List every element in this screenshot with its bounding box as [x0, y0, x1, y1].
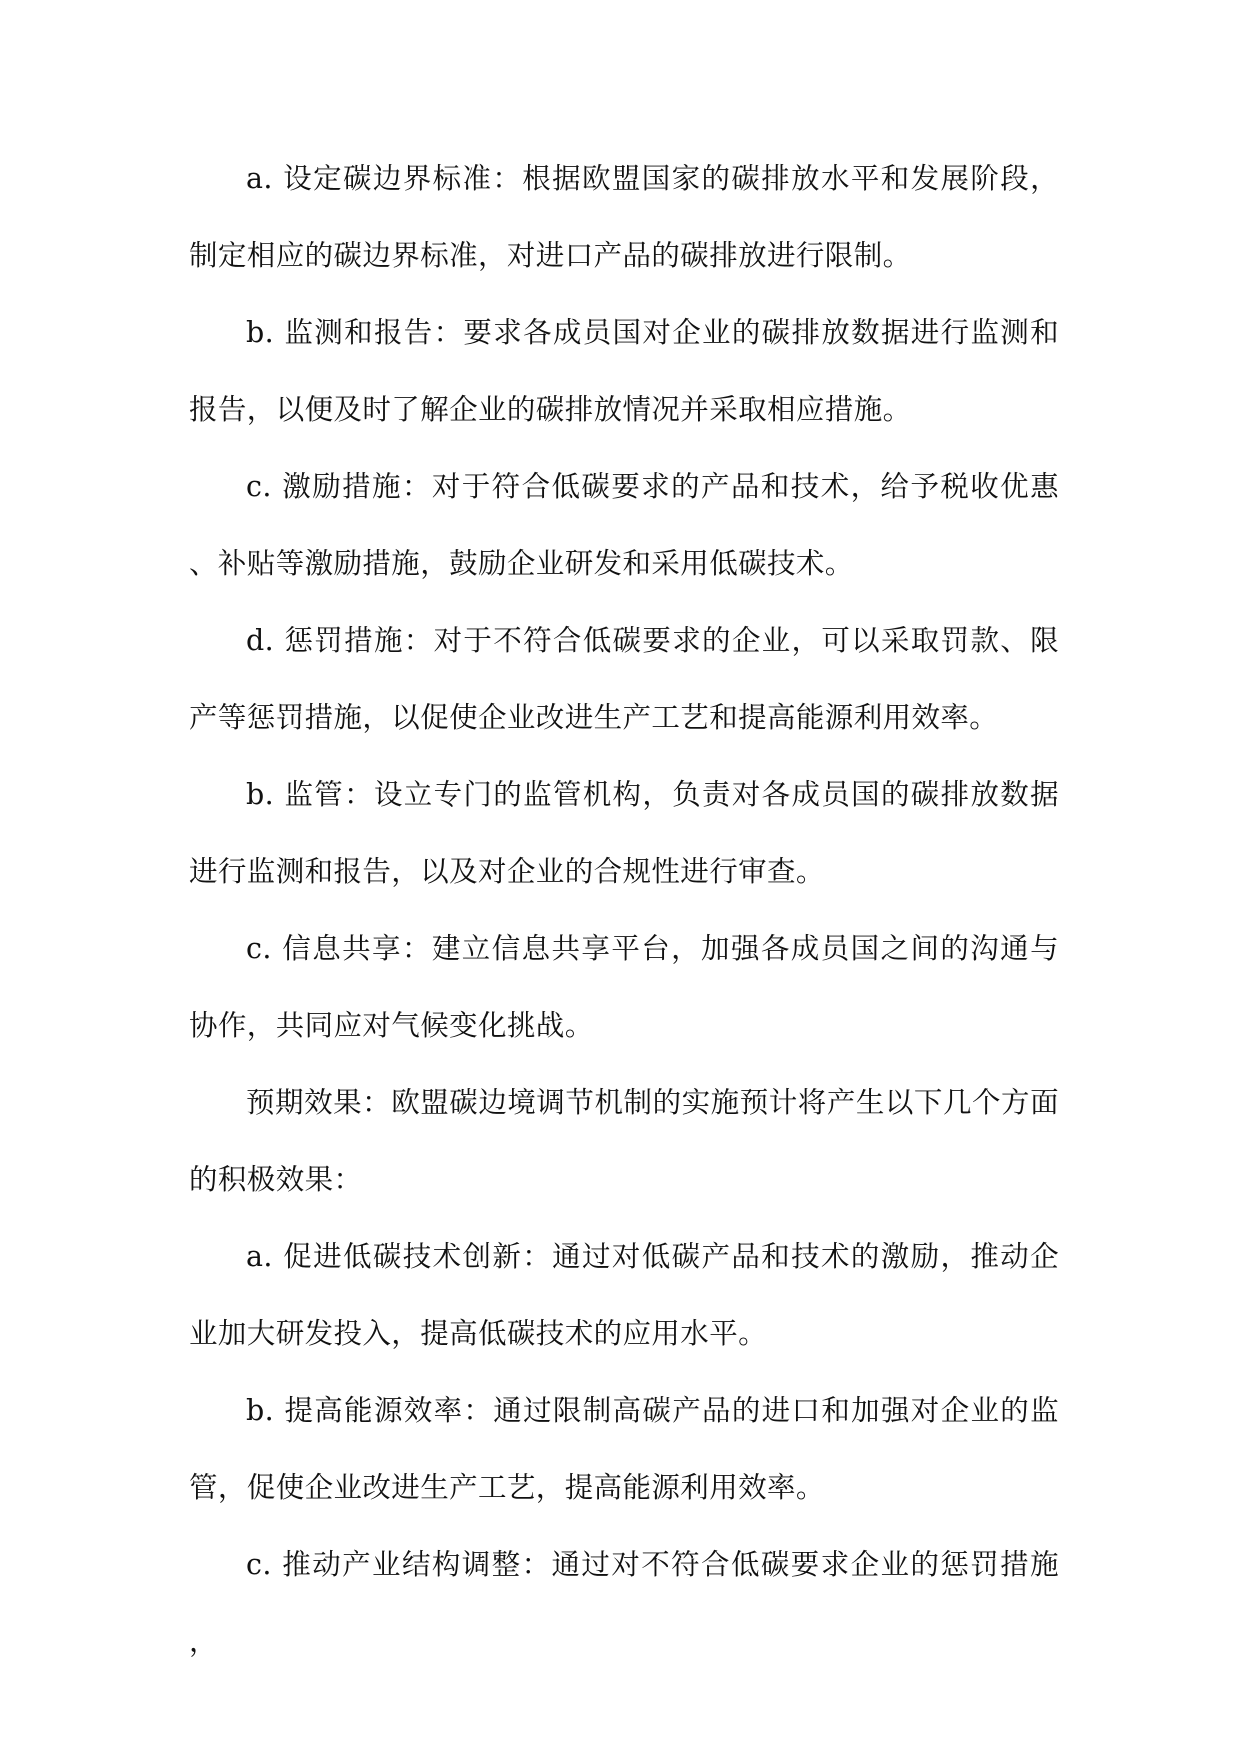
- paragraph-industrial-restructuring: c. 推动产业结构调整：通过对不符合低碳要求企业的惩罚措施，: [189, 1548, 1059, 1658]
- document-body: [189, 140, 1059, 1680]
- paragraph-penalty-measures: d. 惩罚措施：对于不符合低碳要求的企业，可以采取罚款、限产等惩罚措施，以促使企业改进生产工艺和提高能源利用效率。: [189, 624, 1059, 734]
- paragraph-incentive-measures: c. 激励措施：对于符合低碳要求的产品和技术，给予税收优惠、补贴等激励措施，鼓励企业研发和采用低碳技术。: [189, 470, 1059, 580]
- paragraph-information-sharing: c. 信息共享：建立信息共享平台，加强各成员国之间的沟通与协作，共同应对气候变化挑战。: [189, 932, 1059, 1042]
- paragraph-expected-effects: 预期效果：欧盟碳边境调节机制的实施预计将产生以下几个方面的积极效果：: [189, 1086, 1059, 1196]
- paragraph-low-carbon-innovation: a. 促进低碳技术创新：通过对低碳产品和技术的激励，推动企业加大研发投入，提高低碳技术的应用水平。: [189, 1240, 1059, 1350]
- paragraph-monitoring-reporting: b. 监测和报告：要求各成员国对企业的碳排放数据进行监测和报告，以便及时了解企业的碳排放情况并采取相应措施。: [189, 316, 1059, 426]
- paragraph-carbon-boundary-standard: a. 设定碳边界标准：根据欧盟国家的碳排放水平和发展阶段，制定相应的碳边界标准，对进口产品的碳排放进行限制。: [189, 162, 1059, 272]
- paragraph-energy-efficiency: b. 提高能源效率：通过限制高碳产品的进口和加强对企业的监管，促使企业改进生产工艺，提高能源利用效率。: [189, 1394, 1059, 1504]
- paragraph-supervision: b. 监管：设立专门的监管机构，负责对各成员国的碳排放数据进行监测和报告，以及对企业的合规性进行审查。: [189, 778, 1059, 888]
